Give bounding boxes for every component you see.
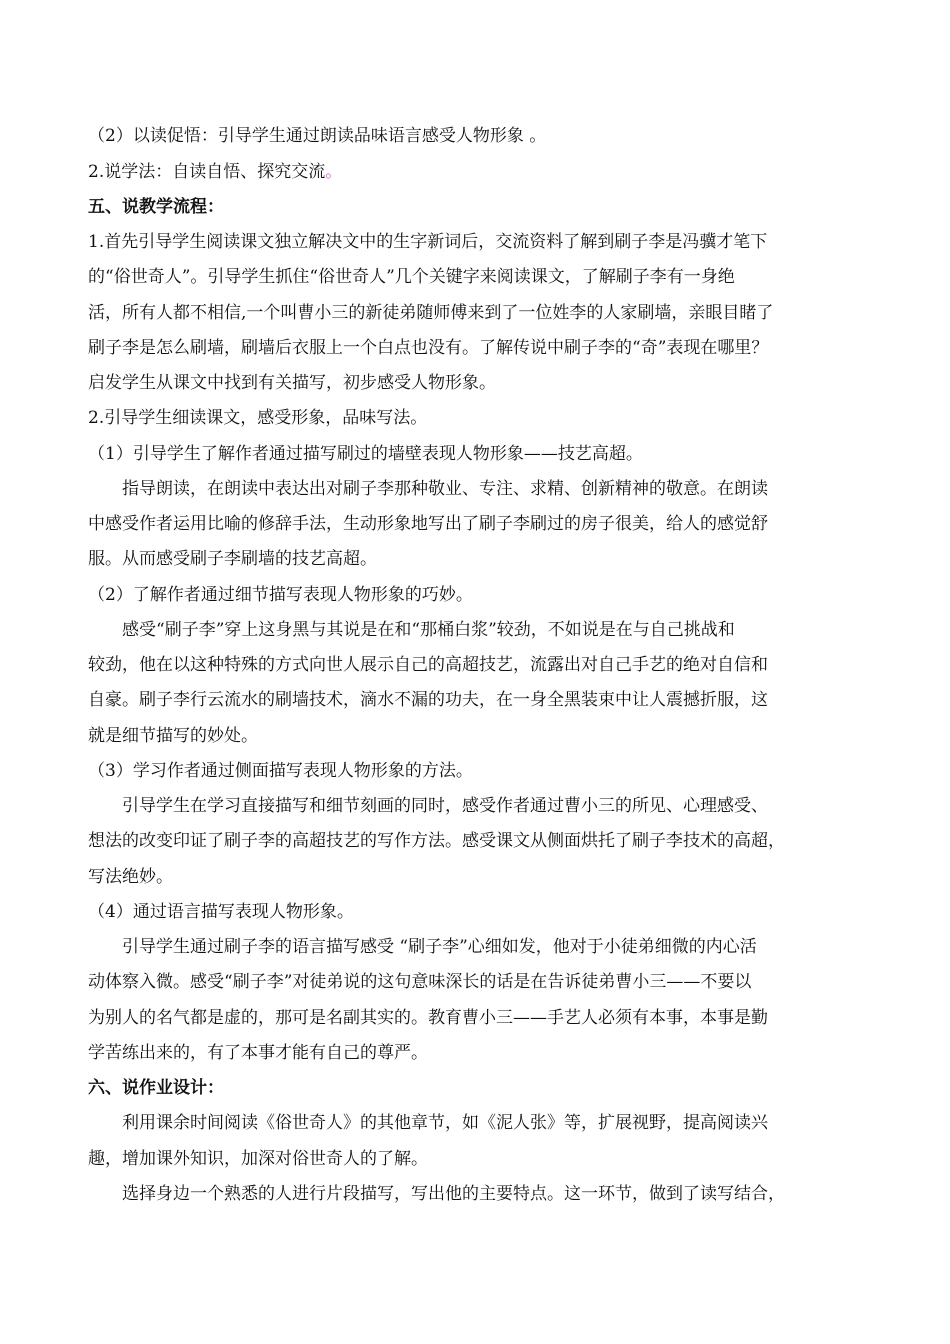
paragraph-line: 写法绝妙。 — [88, 867, 173, 887]
paragraph-line: 的“俗世奇人”。引导学生抓住“俗世奇人”几个关键字来阅读课文，了解刷子李有一身绝 — [88, 267, 735, 287]
study-method-text: 2.说学法：自读自悟、探究交流 — [88, 162, 326, 182]
paragraph-line: 服。从而感受刷子李刷墙的技艺高超。 — [88, 549, 377, 569]
subheading-2: （2）了解作者通过细节描写表现人物形象的巧妙。 — [88, 585, 473, 605]
study-method-line — [88, 161, 342, 183]
paragraph-line: 趣，增加课外知识，加深对俗世奇人的了解。 — [88, 1149, 428, 1169]
paragraph-line: 动体察入微。感受“刷子李”对徒弟说的这句意味深长的话是在告诉徒弟曹小三——不要以 — [88, 972, 752, 992]
pink-mark: 。 — [325, 162, 343, 182]
paragraph-line: 学苦练出来的，有了本事才能有自己的尊严。 — [88, 1043, 428, 1063]
paragraph-line: 想法的改变印证了刷子李的高超技艺的写作方法。感受课文从侧面烘托了刷子李技术的高超， — [88, 831, 785, 851]
paragraph-line: 利用课余时间阅读《俗世奇人》的其他章节，如《泥人张》等，扩展视野，提高阅读兴 — [122, 1113, 768, 1133]
paragraph-line: 活，所有人都不相信,一个叫曹小三的新徒弟随师傅来到了一位姓李的人家刷墙，亲眼目睹了 — [88, 303, 774, 323]
paragraph-line: 选择身边一个熟悉的人进行片段描写，写出他的主要特点。这一环节，做到了读写结合， — [122, 1184, 785, 1204]
section-heading-homework: 六、说作业设计： — [88, 1078, 224, 1098]
paragraph-line: 引导学生通过刷子李的语言描写感受 “刷子李”心细如发，他对于小徒弟细微的内心活 — [122, 937, 757, 957]
method-item-2: （2）以读促悟：引导学生通过朗读品味语言感受人物形象 。 — [88, 126, 547, 146]
paragraph-line: 启发学生从课文中找到有关描写，初步感受人物形象。 — [88, 373, 496, 393]
paragraph-line: 中感受作者运用比喻的修辞手法，生动形象地写出了刷子李刷过的房子很美，给人的感觉舒 — [88, 514, 768, 534]
paragraph-line: 较劲，他在以这种特殊的方式向世人展示自己的高超技艺，流露出对自己手艺的绝对自信和 — [88, 655, 768, 675]
paragraph-line: 感受“刷子李”穿上这身黑与其说是在和“那桶白浆”较劲，不如说是在与自己挑战和 — [122, 620, 735, 640]
paragraph-line: 引导学生在学习直接描写和细节刻画的同时，感受作者通过曹小三的所见、心理感受、 — [122, 796, 768, 816]
paragraph-line: 2.引导学生细读课文，感受形象，品味写法。 — [88, 408, 428, 428]
paragraph-line: 刷子李是怎么刷墙，刷墙后衣服上一个白点也没有。了解传说中刷子李的“奇”表现在哪里？ — [88, 338, 769, 358]
paragraph-line: 自豪。刷子李行云流水的刷墙技术，滴水不漏的功夫，在一身全黑装束中让人震撼折服，这 — [88, 690, 768, 710]
paragraph-line: 指导朗读，在朗读中表达出对刷子李那种敬业、专注、求精、创新精神的敬意。在朗读 — [122, 479, 768, 499]
section-heading-process: 五、说教学流程： — [88, 197, 224, 217]
paragraph-line: 就是细节描写的妙处。 — [88, 726, 258, 746]
paragraph-line: 为别人的名气都是虚的，那可是名副其实的。教育曹小三——手艺人必须有本事，本事是勤 — [88, 1008, 768, 1028]
subheading-4: （4）通过语言描写表现人物形象。 — [88, 902, 354, 922]
subheading-3: （3）学习作者通过侧面描写表现人物形象的方法。 — [88, 761, 473, 781]
paragraph-line: 1.首先引导学生阅读课文独立解决文中的生字新词后，交流资料了解到刷子李是冯骥才笔下 — [88, 232, 768, 252]
subheading-1: （1）引导学生了解作者通过描写刷过的墙壁表现人物形象——技艺高超。 — [88, 444, 643, 464]
